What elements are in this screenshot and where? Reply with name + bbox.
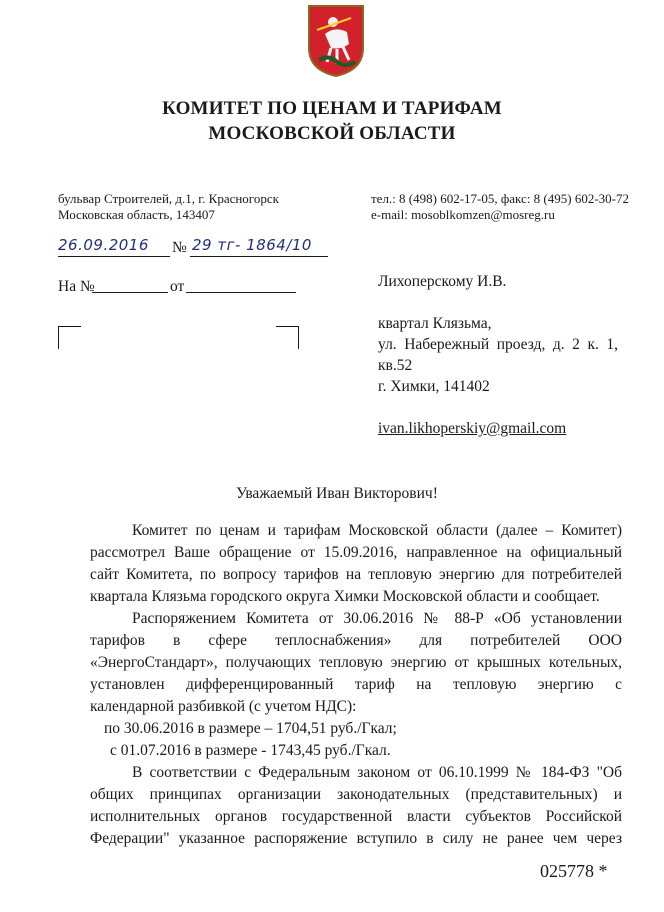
paragraph2-line1: Распоряжением Комитета от 30.06.2016 № 88-Р «Об установлении <box>132 610 622 627</box>
corner-mark-right <box>276 326 299 349</box>
email-line: e-mail: mosoblkomzen@mosreg.ru <box>371 207 555 222</box>
paragraph1-line1: Комитет по ценам и тарифам Московской области (далее – Комитет) <box>132 522 622 539</box>
address-line1: бульвар Строителей, д.1, г. Красногорск <box>58 191 279 206</box>
date-underline <box>58 256 170 257</box>
number-label: № <box>172 239 187 256</box>
paragraph1-line3: сайт Комитета, по вопросу тарифов на тепловую энергию для потребителей <box>90 566 622 583</box>
recipient-address-line2: ул. Набережный проезд, д. 2 к. 1, <box>378 336 618 353</box>
reply-number-underline <box>92 292 168 293</box>
paragraph2-line3: «ЭнергоСтандарт», получающих тепловую энергию от крышных котельных, <box>90 654 622 671</box>
paragraph3-line4: Федерации" указанное распоряжение вступило в силу не ранее чем через <box>90 830 622 847</box>
address-line2: Московская область, 143407 <box>58 207 215 222</box>
paragraph2-line4: установлен дифференцированный тариф на тепловую энергию с <box>90 676 622 693</box>
document-serial-number: 025778 * <box>540 861 608 881</box>
paragraph3-line2: общих принципах организации законодательных (представительных) и <box>90 786 622 803</box>
paragraph1-line2: рассмотрел Ваше обращение от 15.09.2016, направленное на официальный <box>90 544 622 561</box>
recipient-address-line3: кв.52 <box>378 357 413 374</box>
recipient-email-link[interactable]: ivan.likhoperskiy@gmail.com <box>378 420 567 437</box>
number-underline <box>190 256 328 257</box>
tariff-line-1: по 30.06.2016 в размере – 1704,51 руб./Гкал; <box>104 720 397 737</box>
paragraph1-line4: квартала Клязьма городского округа Химки Московской области и сообщает. <box>90 588 600 605</box>
paragraph2-line5: календарной разбивкой (с учетом НДС): <box>90 698 357 715</box>
reply-to-number-label: На № <box>58 278 95 295</box>
tariff-line-2: с 01.07.2016 в размере - 1743,45 руб./Гкал. <box>110 742 391 759</box>
recipient-address-line1: квартал Клязьма, <box>378 315 492 332</box>
corner-mark-left <box>58 326 81 349</box>
salutation: Уважаемый Иван Викторович! <box>236 485 438 502</box>
paragraph3-line3: исполнительных органов государственной власти субъектов Российской <box>90 808 622 825</box>
reply-from-label: от <box>170 278 185 295</box>
organization-title-line2: МОСКОВСКОЙ ОБЛАСТИ <box>208 123 456 144</box>
handwritten-date: 26.09.2016 <box>58 236 149 254</box>
coat-of-arms-emblem <box>307 4 365 78</box>
phone-fax-line: тел.: 8 (498) 602-17-05, факс: 8 (495) 602-30-72 <box>371 191 630 206</box>
paragraph2-line2: тарифов в сфере теплоснабжения» для потребителей ООО <box>90 632 622 649</box>
recipient-name: Лихоперскому И.В. <box>378 273 507 290</box>
recipient-address-line4: г. Химки, 141402 <box>378 378 490 395</box>
handwritten-number: 29 тг- 1864/10 <box>192 236 312 254</box>
paragraph3-line1: В соответствии с Федеральным законом от 06.10.1999 № 184-ФЗ "Об <box>132 764 622 781</box>
reply-date-underline <box>186 292 296 293</box>
organization-title-line1: КОМИТЕТ ПО ЦЕНАМ И ТАРИФАМ <box>162 98 502 119</box>
